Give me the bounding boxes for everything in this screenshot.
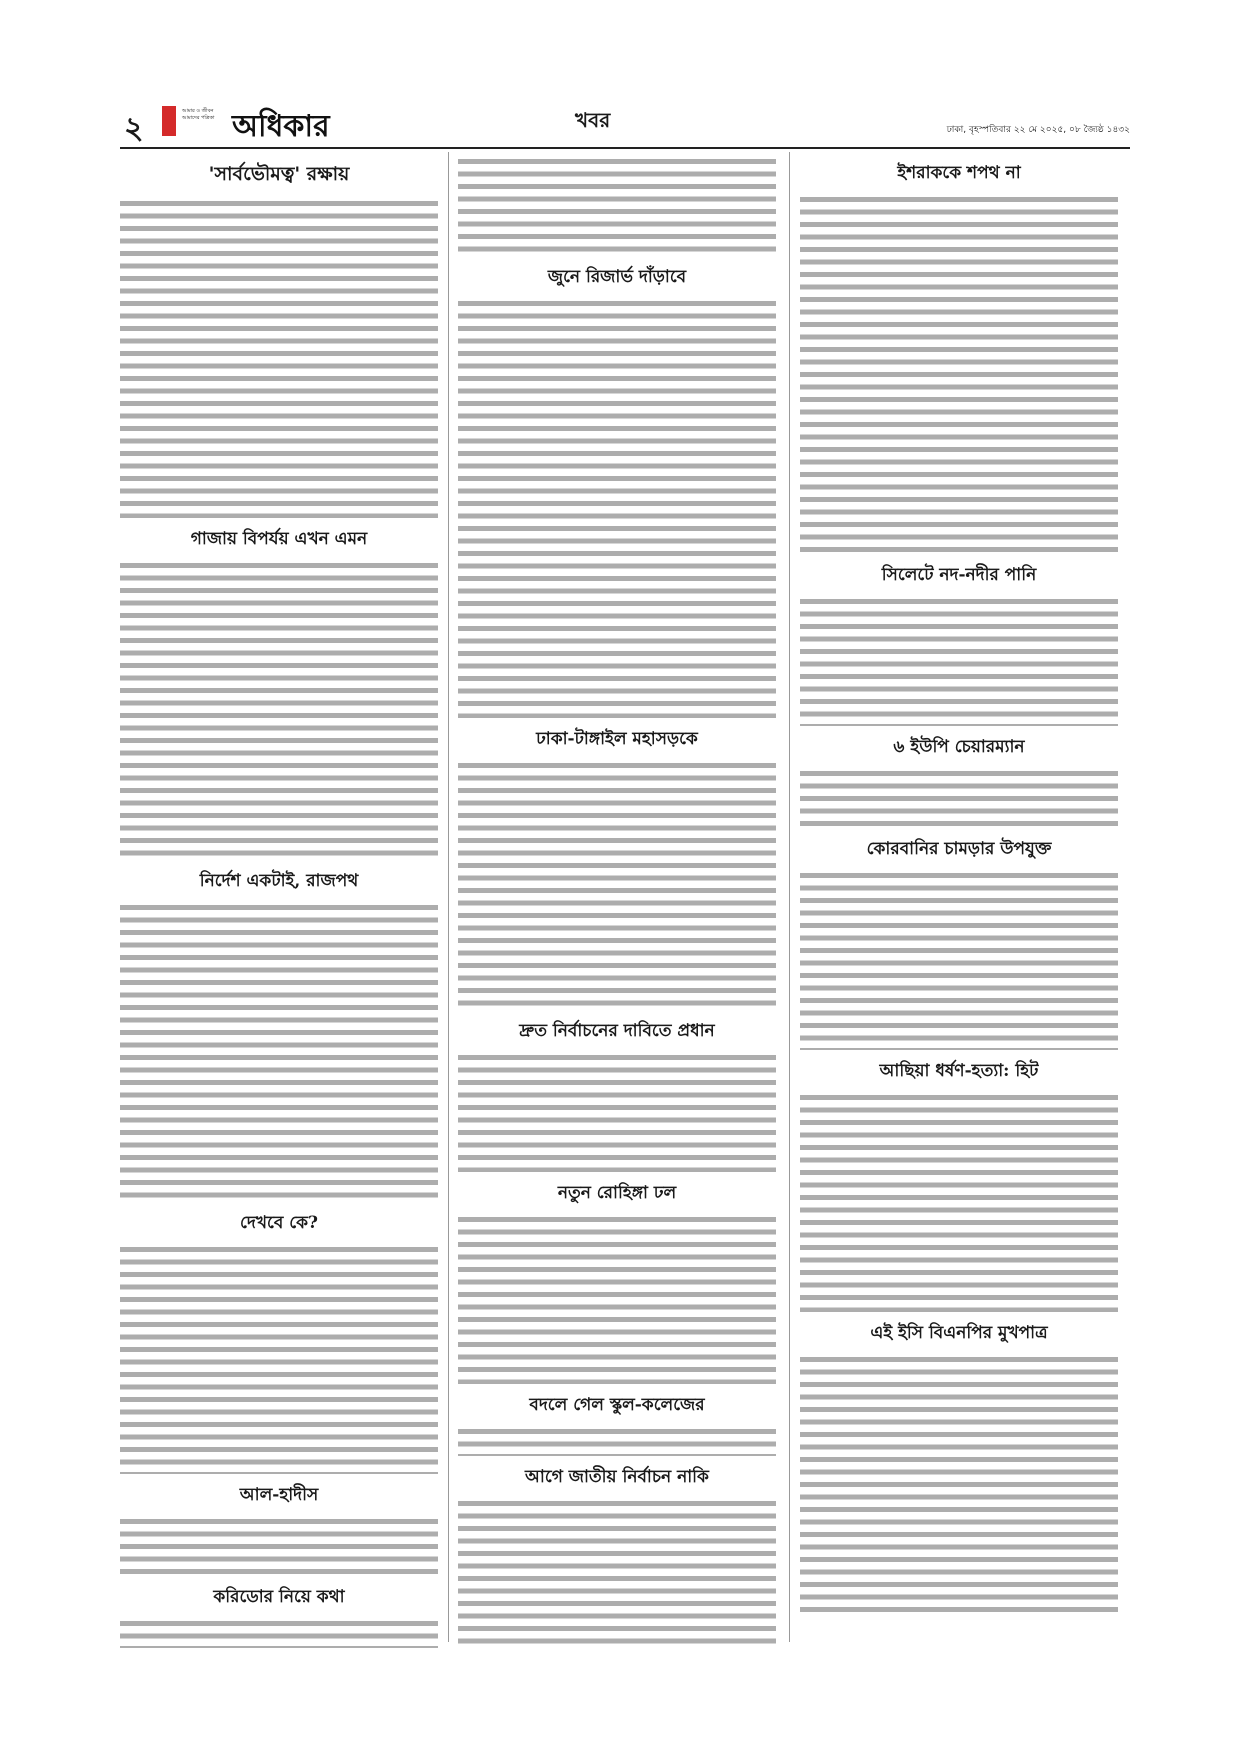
column-2 xyxy=(458,152,776,1648)
article-headline: সিলেটে নদ-নদীর পানি xyxy=(881,565,1037,585)
article-headline: কোরবানির চামড়ার উপযুক্ত xyxy=(866,839,1052,859)
masthead-rule xyxy=(120,147,1130,149)
article-body xyxy=(800,768,1118,828)
column-1 xyxy=(120,152,438,1648)
masthead xyxy=(120,100,1130,146)
article-headline: নতুন রোহিঙ্গা ঢল xyxy=(557,1183,677,1203)
article-headline: আগে জাতীয় নির্বাচন নাকি xyxy=(525,1467,709,1487)
article-body xyxy=(120,1618,438,1648)
article-body xyxy=(458,1214,776,1384)
article-body xyxy=(458,1426,776,1456)
newspaper-logo xyxy=(162,102,362,142)
article-headline: বদলে গেল স্কুল-কলেজের xyxy=(529,1395,705,1415)
column-divider xyxy=(448,152,449,1642)
article-body xyxy=(800,870,1118,1050)
article-body xyxy=(458,156,776,256)
page-number: ২ xyxy=(124,111,144,146)
article-headline: ইশরাককে শপথ না xyxy=(897,163,1021,183)
article-body xyxy=(458,1052,776,1172)
article-headline: জুনে রিজার্ভ দাঁড়াবে xyxy=(547,267,687,287)
article-body xyxy=(120,902,438,1202)
article-body xyxy=(120,1244,438,1474)
article-body xyxy=(458,760,776,1010)
article-headline: নির্দেশ একটাই, রাজপথ xyxy=(199,871,359,891)
article-body xyxy=(800,1092,1118,1312)
article-body xyxy=(120,198,438,518)
column-3 xyxy=(800,152,1118,1614)
article-headline: আল-হাদীস xyxy=(239,1485,319,1505)
article-headline: গাজায় বিপর্যয় এখন এমন xyxy=(190,529,368,549)
article-body xyxy=(800,596,1118,726)
column-divider xyxy=(789,152,790,1642)
article-headline: আছিয়া ধর্ষণ-হত্যা: হিট xyxy=(879,1061,1039,1081)
section-title: খবর xyxy=(575,108,611,132)
article-body xyxy=(800,194,1118,554)
article-headline: 'সার্বভৌমত্ব' রক্ষায় xyxy=(208,163,350,185)
article-headline: দ্রুত নির্বাচনের দাবিতে প্রধান xyxy=(519,1021,715,1041)
logo-tagline: আমার ও জীবন আমাদের পত্রিকা xyxy=(182,108,215,121)
article-body xyxy=(458,1498,776,1648)
article-body xyxy=(120,1516,438,1576)
article-headline: এই ইসি বিএনপির মুখপাত্র xyxy=(870,1323,1048,1343)
article-body xyxy=(120,560,438,860)
article-headline: দেখবে কে? xyxy=(240,1213,318,1233)
article-body xyxy=(800,1354,1118,1614)
article-headline: ৬ ইউপি চেয়ারম্যান xyxy=(893,737,1025,757)
logo-name: অধিকার xyxy=(232,109,330,144)
article-body xyxy=(458,298,776,718)
dateline: ঢাকা, বৃহস্পতিবার ২২ মে ২০২৫, ০৮ জ্যৈষ্ঠ ১৪৩২ xyxy=(946,125,1130,135)
article-headline: করিডোর নিয়ে কথা xyxy=(213,1587,345,1607)
article-headline: ঢাকা-টাঙ্গাইল মহাসড়কে xyxy=(536,729,698,749)
logo-accent xyxy=(162,106,176,136)
